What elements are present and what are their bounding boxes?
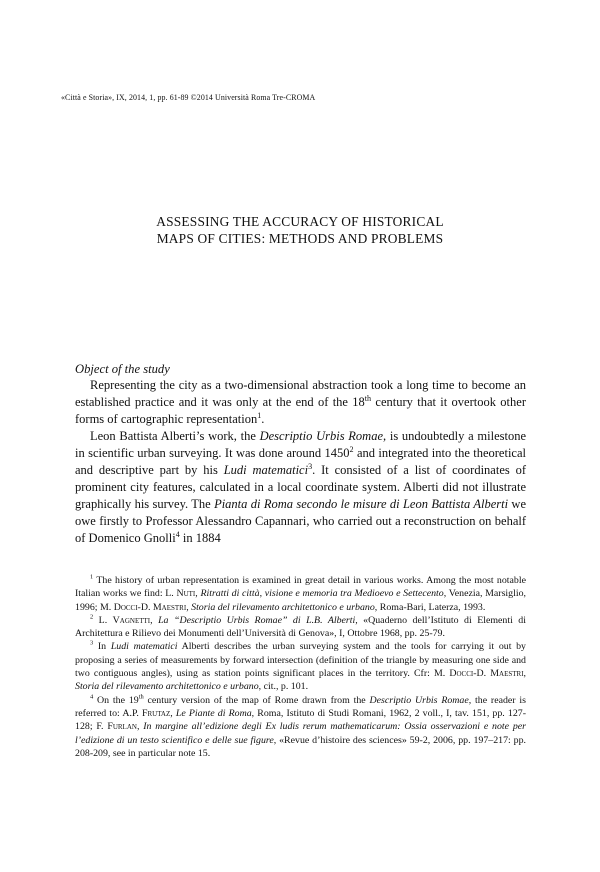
title-line-2: MAPS OF CITIES: METHODS AND PROBLEMS bbox=[156, 231, 444, 246]
text-run: L. bbox=[93, 614, 113, 626]
text-run: is undoubtedly a milestone in scientific urban surveying. It was done around 1450 bbox=[75, 429, 526, 460]
text-run: in 1884 bbox=[179, 531, 221, 545]
author-name: Docci-D. Maestri bbox=[449, 668, 524, 680]
text-run: , bbox=[150, 614, 159, 626]
italic-title: Descriptio Urbis Romae, bbox=[369, 694, 472, 706]
footnote-4 bbox=[75, 694, 526, 760]
text-run: century version of the map of Rome drawn from the bbox=[143, 694, 370, 706]
text-run: Alberti describes the urban surveying system and the tools for carrying it out by proposing a series of measurements by forward intersection (definition of the triangle by measuring one side and two contiguous angles), using as station points significant places in the territory. Cfr: M. bbox=[75, 641, 526, 680]
text-run: , «Quaderno dell’Istituto di Elementi di Architettura e Rilievo dei Monumenti dell’Università di Genova», I, Ottobre 1968, pp. 25-79. bbox=[75, 614, 526, 640]
text-run: and integrated into the theoretical and descriptive part by his bbox=[75, 446, 526, 477]
text-run: Leon Battista Alberti’s work, the bbox=[90, 429, 260, 443]
footnote-ref-4[interactable]: 4 bbox=[175, 529, 180, 539]
text-run: . bbox=[261, 412, 265, 426]
italic-title: Le Piante di Roma bbox=[175, 707, 252, 719]
footnotes bbox=[75, 574, 526, 760]
running-header: «Città e Storia», IX, 2014, 1, pp. 61-89 ©2014 Università Roma Tre-CROMA bbox=[61, 93, 316, 102]
text-run: . It consisted of a list of coordinates of prominent city features, calculated in a local coordinate system. Alberti did not illustrate graphically his survey. The bbox=[75, 463, 527, 511]
footnote-1 bbox=[75, 574, 526, 614]
author-name: Docci-D. Maestri bbox=[113, 601, 187, 613]
footnote-number: 2 bbox=[90, 613, 94, 621]
text-run: , bbox=[195, 588, 201, 600]
footnote-ref-1[interactable]: 1 bbox=[257, 410, 262, 420]
italic-title: In margine all’edizione degli Ex ludis rerum mathematicarum: Ossia osservazioni e note per l’edizione di un testo scientifico e delle sue figure bbox=[75, 721, 526, 746]
superscript: th bbox=[364, 393, 372, 403]
text-run: , Roma, Istituto di Studi Romani, 1962, 2 voll., I, tav. 151, pp. 127-128; F. bbox=[75, 707, 527, 733]
text-run: Representing the city as a two-dimensional abstraction took a long time to become an established practice and it was only at the end of the 18 bbox=[75, 378, 526, 409]
italic-title: La “Descriptio Urbis Romae” di L.B. Alberti bbox=[158, 614, 356, 626]
author-name: Furlan bbox=[107, 721, 137, 733]
text-run: , bbox=[136, 721, 144, 733]
text-run: , bbox=[170, 707, 176, 719]
author-name: Vagnetti bbox=[112, 614, 151, 626]
text-run: we owe firstly to Professor Alessandro Capannari, who carried out a reconstruction on behalf of Domenico Gnolli bbox=[75, 497, 527, 545]
footnote-3 bbox=[75, 640, 526, 693]
paragraph-1 bbox=[75, 377, 526, 428]
footnote-ref-2[interactable]: 2 bbox=[349, 444, 354, 454]
footnote-number: 1 bbox=[90, 573, 94, 581]
italic-title: Ludi matematici bbox=[110, 641, 178, 653]
footnote-ref-3[interactable]: 3 bbox=[308, 461, 313, 471]
text-run: The history of urban representation is examined in great detail in various works. Among the most notable Italian works we find: L. bbox=[75, 575, 526, 600]
italic-title: Descriptio Urbis Romae, bbox=[259, 429, 387, 443]
text-run: , bbox=[523, 668, 526, 680]
text-run: , cit., p. 101. bbox=[258, 681, 309, 693]
title-line-1: ASSESSING THE ACCURACY OF HISTORICAL bbox=[156, 214, 444, 229]
italic-title: Ludi matematici bbox=[223, 463, 309, 477]
footnote-number: 4 bbox=[90, 693, 94, 701]
text-run: In bbox=[93, 641, 111, 653]
text-run: On the 19 bbox=[93, 694, 139, 706]
text-run: , Roma-Bari, Laterza, 1993. bbox=[374, 601, 486, 613]
footnote-number: 3 bbox=[90, 640, 94, 648]
author-name: Nuti bbox=[176, 588, 196, 600]
footnote-2 bbox=[75, 614, 526, 641]
text-run: the reader is referred to: A.P. bbox=[75, 694, 527, 719]
section-heading: Object of the study bbox=[75, 362, 170, 376]
superscript: th bbox=[138, 693, 144, 701]
text-run: , bbox=[186, 601, 192, 613]
text-run: , Venezia, Marsiglio, 1996; M. bbox=[75, 588, 527, 613]
italic-title: Pianta di Roma secondo le misure di Leon Battista Alberti bbox=[214, 497, 509, 511]
text-run: century that it overtook other forms of cartographic representation bbox=[75, 395, 526, 426]
italic-title: Ritratti di città, visione e memoria tra Medioevo e Settecento bbox=[200, 588, 444, 600]
paragraph-2 bbox=[75, 428, 526, 547]
body-text bbox=[75, 377, 526, 547]
author-name: Frutaz bbox=[142, 707, 171, 719]
text-run: , «Revue d’histoire des sciences» 59-2, 2006, pp. 197–217: pp. 208-209, see in particular note 15. bbox=[75, 734, 526, 759]
article-title bbox=[60, 213, 540, 247]
italic-title: Storia del rilevamento architettonico e urbano bbox=[75, 681, 259, 693]
italic-title: Storia del rilevamento architettonico e urbano bbox=[191, 601, 375, 613]
